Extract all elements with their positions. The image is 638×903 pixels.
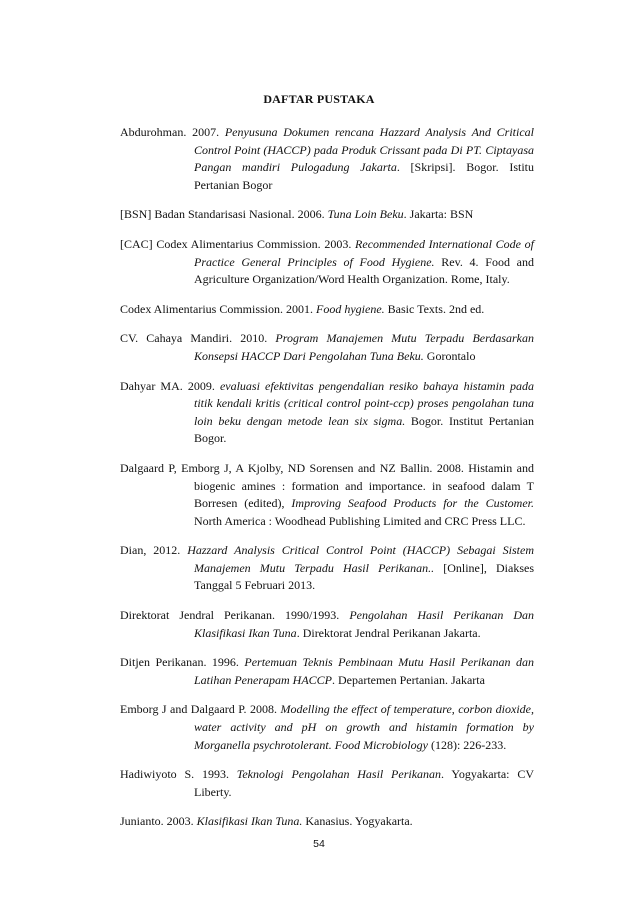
reference-list [120,124,534,843]
reference-text: (128): 226-233. [427,737,507,752]
reference-title: Improving Seafood Products for the Customer. [291,496,534,511]
reference-text: [BSN] Badan Standarisasi Nasional. 2006. [120,207,328,222]
reference-entry [120,236,534,289]
reference-entry [120,378,534,448]
reference-entry [120,813,534,831]
reference-entry [120,542,534,595]
reference-entry [120,701,534,754]
reference-title: Modelling the effect of temperature, corbon dioxide, water activity and pH on growth and histamin formation by Morganella psychrotolerant. Food Microbiology [194,702,534,752]
page-number: 54 [313,838,325,850]
reference-text: Rev. 4. Food and Agriculture Organization/Word Health Organization. Rome, Italy. [194,254,534,287]
reference-text: Dahyar MA. 2009. [120,378,220,393]
reference-text: . Departemen Pertanian. Jakarta [332,672,485,687]
reference-entry [120,301,534,319]
reference-text: Bogor. Institut Pertanian Bogor. [194,413,535,446]
reference-title: Recommended International Code of Practice General Principles of Food Hygiene. [194,236,534,269]
reference-text: Basic Texts. 2nd ed. [384,301,485,316]
reference-text: Junianto. 2003. [120,814,197,829]
reference-title: Pengolahan Hasil Perikanan Dan Klasifikasi Ikan Tuna [194,608,535,640]
reference-title: Food hygiene. [316,301,385,316]
reference-text: Ditjen Perikanan. 1996. [120,655,245,670]
reference-title: Hazzard Analysis Critical Control Point (HACCP) Sebagai Sistem Manajemen Mutu Terpadu Hasil Perikanan.. [187,543,534,575]
reference-text: . Yogyakarta: CV Liberty. [194,767,534,799]
reference-text: Emborg J and Dalgaard P. 2008. [120,702,281,717]
reference-entry [120,654,534,689]
reference-text: Dalgaard P, Emborg J, A Kjolby, ND Sorensen and NZ Ballin. 2008. Histamin and biogenic amines : formation and importance. in seafood dalam T Borresen (edited), [120,460,534,511]
reference-title: Program Manajemen Mutu Terpadu Berdasarkan Konsepsi HACCP Dari Pengolahan Tuna Beku. [194,331,534,363]
reference-text: [Online], Diakses Tanggal 5 Februari 2013. [194,560,534,593]
reference-text: Abdurohman. 2007. [120,125,225,139]
reference-text: CV. Cahaya Mandiri. 2010. [120,331,276,346]
reference-entry [120,330,534,365]
reference-text: Codex Alimentarius Commission. 2001. [120,301,317,316]
page-title: DAFTAR PUSTAKA [263,92,375,106]
reference-text: . Jakarta: BSN [403,207,474,222]
reference-text: Kanasius. Yogyakarta. [302,814,413,829]
reference-text: . [Skripsi]. Bogor. Istitu Pertanian Bogor [194,160,534,192]
reference-title: Pertemuan Teknis Pembinaan Mutu Hasil Perikanan dan Latihan Penerapam HACCP [194,655,535,687]
reference-title: Tuna Loin Beku [327,207,404,222]
reference-title: evaluasi efektivitas pengendalian resiko bahaya histamin pada titik kendali kritis (critical control point-ccp) proses pengolahan tuna loin beku dengan metode lean six sigma. [194,378,534,428]
reference-entry [120,460,534,530]
reference-entry [120,206,534,224]
reference-entry [120,124,534,194]
reference-text: North America : Woodhead Publishing Limited and CRC Press LLC. [194,513,526,528]
reference-text: Hadiwiyoto S. 1993. [120,767,237,782]
reference-entry [120,607,534,642]
reference-entry [120,766,534,801]
reference-text: . Direktorat Jendral Perikanan Jakarta. [296,625,481,640]
reference-text: Direktorat Jendral Perikanan. 1990/1993. [120,608,350,623]
reference-text: Gorontalo [423,348,476,363]
reference-text: [CAC] Codex Alimentarius Commission. 2003. [120,236,356,251]
reference-title: Klasifikasi Ikan Tuna. [196,814,303,829]
reference-text: Dian, 2012. [120,543,188,558]
reference-title: Teknologi Pengolahan Hasil Perikanan [236,767,442,782]
reference-title: Penyusuna Dokumen rencana Hazzard Analysis And Critical Control Point (HACCP) pada Produk Crissant pada Di PT. Ciptayasa Pangan mandiri Pulogadung Jakarta [194,125,535,175]
